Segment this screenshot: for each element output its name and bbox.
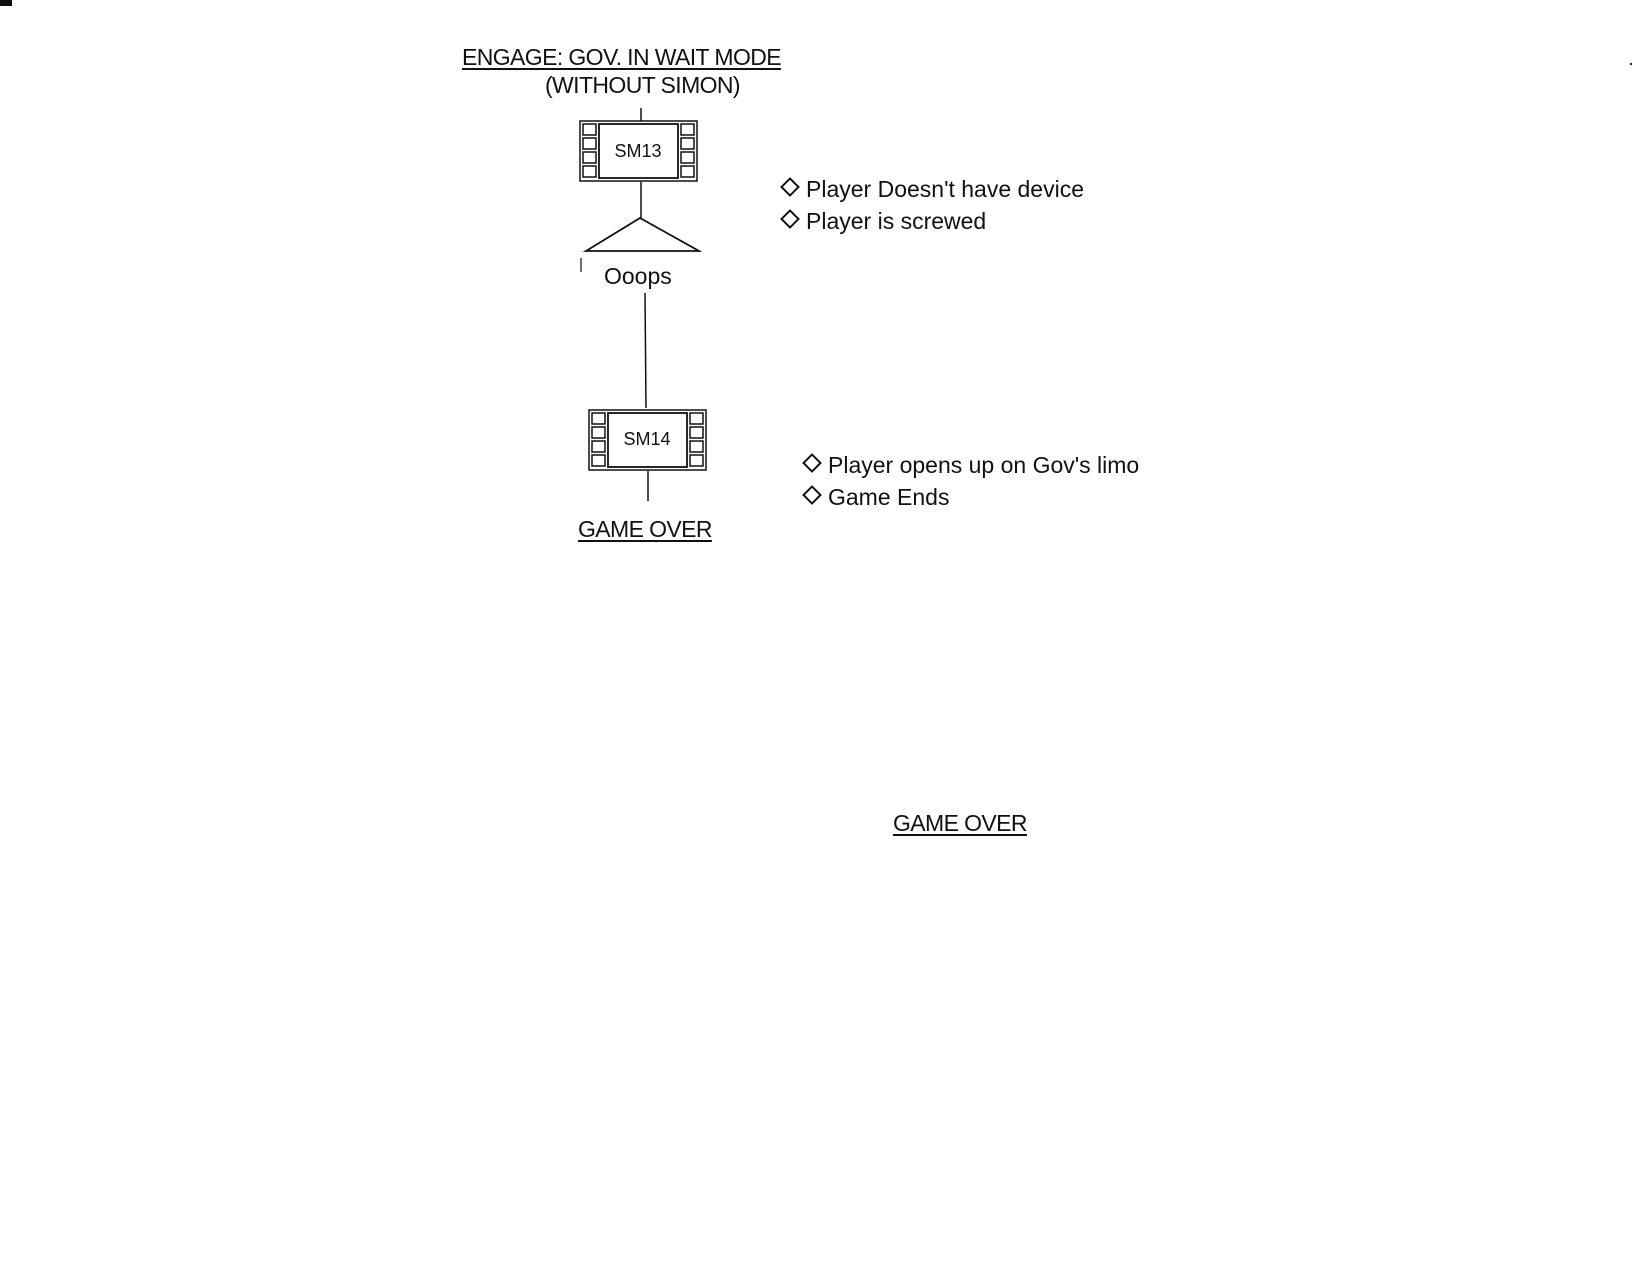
- note-text: Player opens up on Gov's limo: [828, 452, 1140, 478]
- film-node-sm13: [580, 121, 697, 181]
- connector-decision-sm14: [645, 293, 646, 408]
- section-title: ENGAGE: GOV. IN WAIT MODE: [462, 44, 781, 70]
- node-label-sm13: SM13: [614, 141, 662, 161]
- section-subtitle: (WITHOUT SIMON): [545, 72, 740, 98]
- note-text: Player Doesn't have device: [806, 176, 1084, 202]
- diamond-bullet-icon: [802, 453, 822, 473]
- decision-label: Ooops: [604, 263, 672, 289]
- diamond-bullet-icon: [780, 177, 800, 197]
- film-node-sm14: [589, 410, 706, 470]
- diamond-bullet-icon: [780, 209, 800, 229]
- note-text: Game Ends: [828, 484, 950, 510]
- decision-triangle: [586, 218, 699, 251]
- end-label: GAME OVER: [578, 516, 712, 542]
- note-item: [803, 454, 1139, 477]
- note-item: [781, 178, 1084, 201]
- node-label-sm14: SM14: [623, 429, 671, 449]
- note-item: [803, 486, 949, 509]
- footer-label: GAME OVER: [893, 810, 1027, 836]
- diamond-bullet-icon: [802, 485, 822, 505]
- note-text: Player is screwed: [806, 208, 987, 234]
- note-item: [781, 210, 986, 233]
